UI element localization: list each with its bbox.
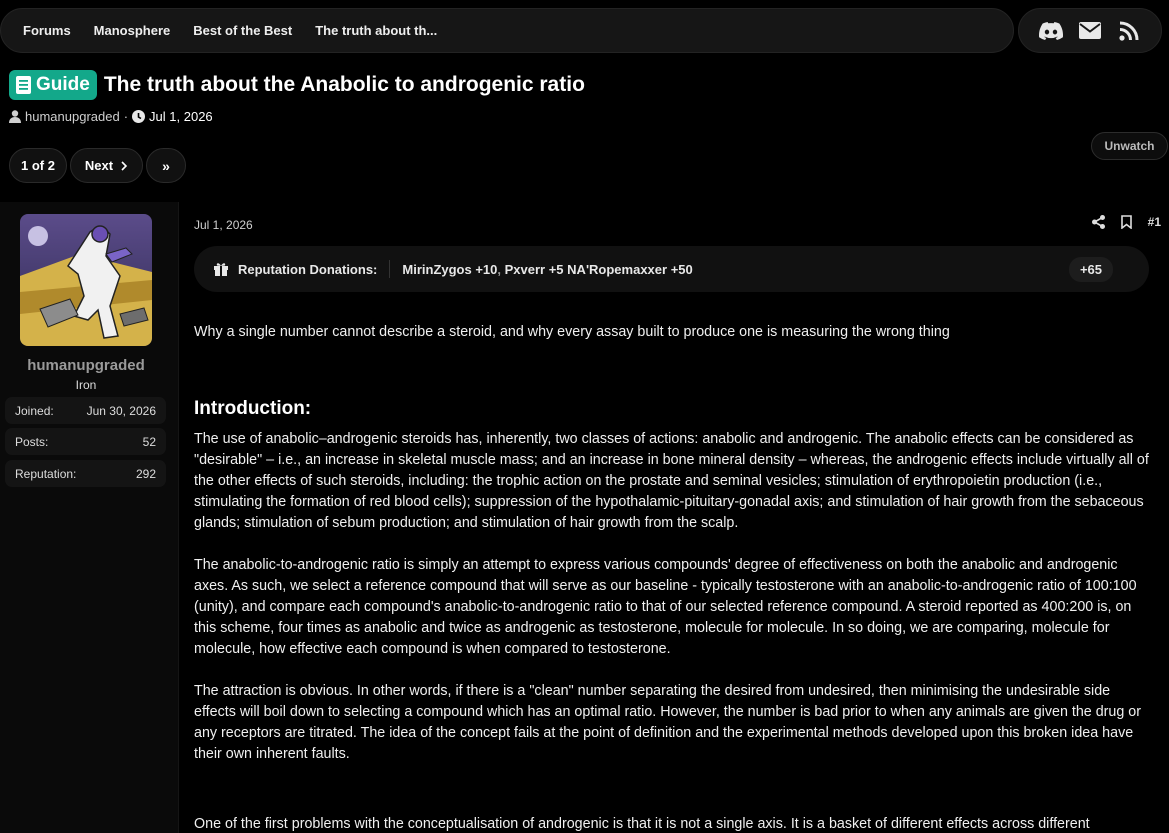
last-page-button[interactable]: » <box>146 148 186 183</box>
stat-label: Posts: <box>15 434 49 449</box>
reputation-donations <box>194 246 1149 292</box>
breadcrumb-bar <box>0 8 1014 53</box>
pagination <box>9 148 186 183</box>
author-card <box>0 202 178 833</box>
stat-label: Joined: <box>15 403 54 418</box>
stat-value: 292 <box>135 466 156 481</box>
post-paragraph: The use of anabolic–androgenic steroids has, inherently, two classes of actions: anabolic and androgenic. The anabolic effects can be considered as "desirable" – i.e., an increase in skeletal muscle mass; and an increase in bone mineral density – whereas, the androgenic effects include virtually all of the other effects of such steroids, including: the trophic action on the prostate and seminal vesicles; stimulation of erythropoietin production (i.e., stimulating the formation of red blood cells); suppression of the hypothalamic-pituitary-gonadal axis; and stimulation of hair growth from the sebaceous glands; stimulation of sebum production; and stimulation of hair growth from the scalp. <box>194 431 1149 531</box>
post-paragraph: The anabolic-to-androgenic ratio is simply an attempt to express various compounds' degree of effectiveness on both the anabolic and androgenic axes. As such, we select a reference compound that will serve as our baseline - typically testosterone with an anabolic-to-androgenic ratio of 100:100 (unity), and compare each compound's anabolic-to-androgenic ratio to that of our selected reference compound. A steroid reported as 400:200 is, on this scheme, four times as anabolic and twice as androgenic as testosterone, molecule for molecule. In so doing, we are comparing, molecule for molecule, how effective each compound is when compared to testosterone. <box>194 557 1137 657</box>
post <box>0 202 1169 833</box>
guide-badge[interactable] <box>9 70 97 100</box>
post-body <box>194 322 1149 833</box>
section-heading: Introduction: <box>194 398 312 419</box>
donor-link[interactable]: NA'Ropemaxxer +50 <box>567 261 693 277</box>
rss-icon[interactable] <box>1117 19 1141 43</box>
guide-badge-label: Guide <box>36 74 90 95</box>
stat-label: Reputation: <box>15 466 77 481</box>
breadcrumb-best-of-the-best[interactable]: Best of the Best <box>193 23 293 38</box>
post-paragraph: The attraction is obvious. In other words, if there is a "clean" number separating the desired from undesired, then minimising the undesirable side effects will boil down to selecting a compound which has an optimal ratio. However, the number is bad prior to when any animals are given the drug or any receptors are titrated. The idea of the concept fails at the point of definition and the experimental methods developed upon this broken idea have their own inherent faults. <box>194 683 1142 762</box>
reputation-donors: MirinZygos +10, Pxverr +5 NA'Ropemaxxer +50 <box>402 261 693 277</box>
donor-link[interactable]: MirinZygos +10 <box>402 261 498 277</box>
reputation-label: Reputation Donations: <box>238 261 378 277</box>
unwatch-button[interactable]: Unwatch <box>1091 132 1168 160</box>
book-icon <box>16 76 31 94</box>
stat-posts <box>5 428 166 455</box>
bookmark-icon[interactable] <box>1120 215 1134 229</box>
clock-icon <box>132 110 145 123</box>
post-date[interactable]: Jul 1, 2026 <box>194 218 253 232</box>
stat-value[interactable]: 52 <box>142 434 156 449</box>
breadcrumb-manosphere[interactable]: Manosphere <box>93 23 171 38</box>
user-icon <box>9 110 21 123</box>
reputation-total[interactable]: +65 <box>1069 257 1113 282</box>
stat-reputation <box>5 460 166 487</box>
page-jump-button[interactable]: 1 of 2 <box>9 148 67 183</box>
reputation-divider <box>389 260 390 278</box>
donor-link[interactable]: Pxverr +5 <box>504 261 564 277</box>
share-icon[interactable] <box>1092 215 1106 229</box>
spacer <box>194 786 1149 814</box>
author-rank: Iron <box>75 378 97 392</box>
thread-meta <box>9 109 213 124</box>
thread-author-link[interactable]: humanupgraded <box>25 109 120 124</box>
post-paragraph: One of the first problems with the conceptualisation of androgenic is that it is not a single axis. It is a basket of different effects across different <box>194 816 1090 832</box>
post-lead: Why a single number cannot describe a steroid, and why every assay built to produce one is measuring the wrong thing <box>194 324 950 340</box>
meta-separator: · <box>123 109 129 124</box>
discord-icon[interactable] <box>1039 19 1063 43</box>
thread-start-date[interactable]: Jul 1, 2026 <box>149 109 213 124</box>
mail-icon[interactable] <box>1078 19 1102 43</box>
author-username[interactable]: humanupgraded <box>27 357 145 374</box>
post-number-link[interactable]: #1 <box>1147 215 1161 229</box>
page-title: The truth about the Anabolic to androgenic ratio <box>103 73 585 96</box>
breadcrumb-current-thread[interactable]: The truth about th... <box>315 23 438 38</box>
next-page-button[interactable] <box>70 148 143 183</box>
post-main <box>178 202 1169 833</box>
avatar[interactable] <box>20 214 152 346</box>
gift-icon <box>214 262 228 276</box>
stat-value: Jun 30, 2026 <box>86 403 156 418</box>
next-page-label: Next <box>84 158 114 173</box>
chevron-right-icon <box>121 161 128 171</box>
breadcrumb-forums[interactable]: Forums <box>23 23 71 38</box>
thread-title-row <box>9 70 585 100</box>
social-icon-bar <box>1018 8 1162 53</box>
stat-joined <box>5 397 166 424</box>
post-actions <box>1092 215 1161 229</box>
